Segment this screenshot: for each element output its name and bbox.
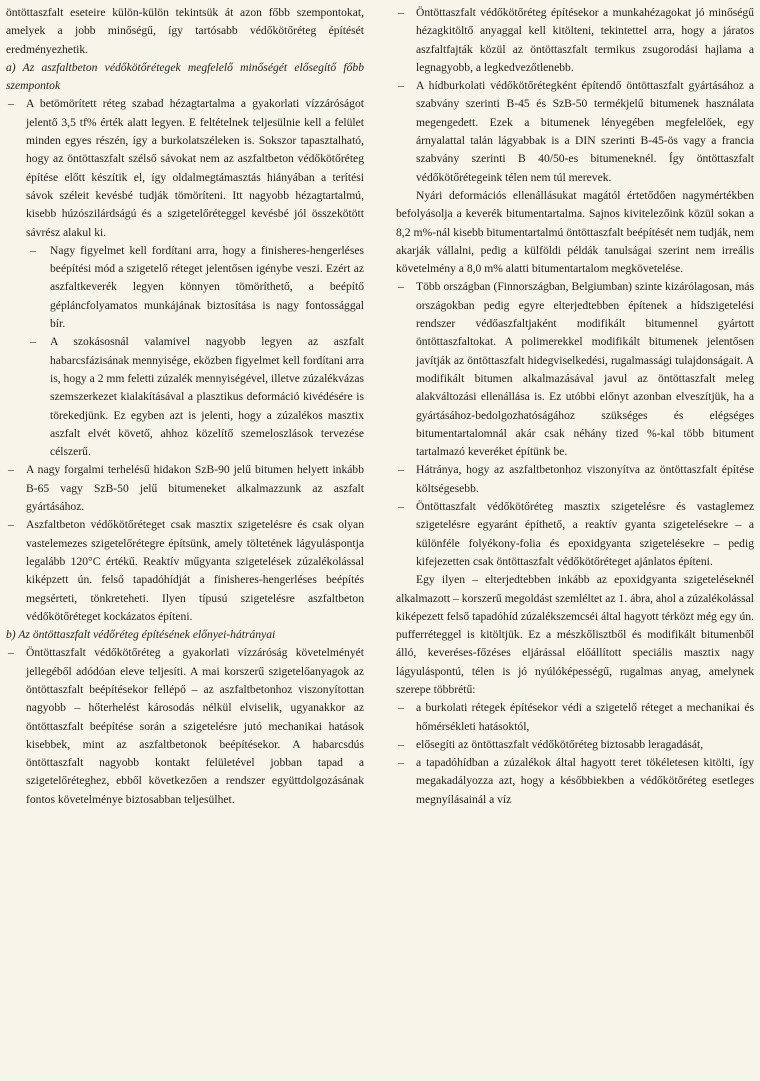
list-item-text: Aszfaltbeton védőkötőréteget csak masztix szigetelésre és csak olyan vastelemezes szigetelőrétegre építsünk, amely töltetének lágyuláspontja legalább 120°C értékű. Reaktív műgyanta szigetelések zúzalékolással kiképzett ún. felső tapadóhídját a finisheres-hengerléses beépítés megsérteti, tönkreteheti. Ilyen típusú szigetelésre aszfaltbeton védőkötőréteget kockázatos építeni. [26, 518, 364, 623]
list-item-text: A nagy forgalmi terhelésű hidakon SzB-90 jelű bitumen helyett inkább B-65 vagy SzB-50 jelű bitumeneket alkalmazzunk az aszfalt gyártásához. [26, 463, 364, 514]
section-heading-b: b) Az öntöttaszfalt védőréteg építésének előnyei-hátrányai [6, 628, 276, 642]
list-item [396, 699, 754, 736]
dash-marker: – [398, 756, 404, 770]
dash-marker: – [30, 335, 36, 349]
dash-marker: – [8, 646, 14, 660]
dash-marker: – [398, 701, 404, 715]
list-item [6, 516, 364, 626]
list-item [396, 278, 754, 461]
list-item [396, 736, 754, 754]
body-paragraph: Nyári deformációs ellenállásukat magától értetődően nagymértékben befolyásolja a keverék bitumentartalma. Sajnos kivitelezőink közül sokan a 8,2 m%-nál kisebb bitumentartalmú öntöttaszfalt beépítését nem tudják, nem akarják vállalni, pedig a külföldi példák tanulságai szerint nem irreális követelmény a 8,0 m% alatti bitumentartalom megkövetelése. [396, 188, 754, 276]
list-item-text: Öntöttaszfalt védőkötőréteg masztix szigetelésre és vastaglemez szigetelésre egyaránt építhető, a reaktív gyanta szigetelésekre – a különféle folyékony-folia és epoxidgyanta szigetelésekre – pedig kifejezetten csak öntöttaszfalt védőkötőréteget ajánlatos építeni. [416, 500, 754, 568]
list-item-text: elősegíti az öntöttaszfalt védőkötőréteg biztosabb leragadását, [416, 737, 704, 751]
dash-marker: – [8, 463, 14, 477]
list-item-text: Hátránya, hogy az aszfaltbetonhoz viszonyítva az öntöttaszfalt építése költségesebb. [416, 463, 754, 495]
sub-list-item-text: A szokásosnál valamivel nagyobb legyen az aszfalt habarcsfázisának mennyisége, eközben figyelmet kell fordítani arra is, hogy a 2 mm feletti zúzalék mennyiségével, illetve zúzalékvázas szemszerkezet kialakításával a plasztikus deformáció kivédésére is törekedjünk. Ez egyben azt is jelenti, hogy a zúzalékos masztix aszfalt elvét követő, ahhoz közelítő szemeloszlások tervezése célszerű. [50, 335, 364, 459]
list-item-text: A betömörített réteg szabad hézagtartalma a gyakorlati vízzáróságot jelentő 3,5 tf% érték alatt legyen. E feltételnek teljesülnie kell a felület minden egyes részén, így a burkolatszéleken is. Sokszor tapasztalható, hogy az öntöttaszfalt szélső sávokat nem az aszfaltbeton védőkötőréteg építése előtt készítik el, így oldalmegtámasztás hiányában a terítési sávok széleit kevésbé tudják tömöríteni. Itt nagyobb hézagtartalmú, kisebb húzószilárdságú és a szigetelőréteggel kevésbé jól összekötött sávrész alakul ki. [26, 97, 364, 239]
dash-marker: – [398, 737, 404, 751]
list-item-text: a burkolati rétegek építésekor védi a szigetelő réteget a mechanikai és hőmérsékleti hatásoktól, [416, 701, 754, 733]
dash-marker: – [30, 243, 36, 257]
dash-marker: – [8, 97, 14, 111]
dash-marker: – [398, 79, 404, 93]
dash-marker: – [398, 500, 404, 514]
dash-marker: – [398, 280, 404, 294]
list-item-text: Több országban (Finnországban, Belgiumban) szinte kizárólagosan, más országokban pedig egyre elterjedtebben építenek a hídszigetelési rendszer védőaszfaltjaként modifikált bitumennel gyártott öntöttaszfaltokat. A polimerekkel modifikált bitumenek jelentősen javítják az öntöttaszfalt hidegviselkedési, rugalmassági tulajdonságait. A modifikált bitumen alkalmazásával javul az öntöttaszfalt meleg alakváltozási ellenállása is. Ez utóbbi előnyt azonban elveszítjük, ha a gyártásához-bedolgozhatóságához szükséges és elégséges bitumentartalomnál akár csak néhány tized %-kal több bitument tartalmazó keveréket építünk be. [416, 280, 754, 459]
section-heading-a: a) Az aszfaltbeton védőkötőrétegek megfelelő minőségét elősegítő főbb szempontok [6, 60, 364, 93]
dash-marker: – [398, 463, 404, 477]
sub-list-item [6, 242, 364, 333]
list-item [6, 461, 364, 516]
sub-list-item-text: Nagy figyelmet kell fordítani arra, hogy a finisheres-hengerléses beépítési mód a szigetelő réteget jelentősen igénybe veszi. Ezért az aszfaltkeverék legyen könnyen tömöríthető, a beépítő gépláncfolyamatos munkájának biztosítása is nagy fontossággal bír. [50, 243, 364, 331]
list-item [6, 644, 364, 809]
dash-marker: – [8, 518, 14, 532]
list-item-text: A hídburkolati védőkötőrétegként építendő öntöttaszfalt gyártásához a szabvány szerinti B-45 és SzB-50 termékjelű bitumenek használata megengedett. Ezek a bitumenek lényegében megfelelőek, egy árnyalattal talán lágyabbak is a DIN szerinti B-45-ös vagy a francia szabvány szerinti B 40/50-es bitumeneknél. Így öntöttaszfalt védőkötőrétegeink télen nem túl merevek. [416, 79, 754, 184]
right-column [396, 4, 754, 809]
list-item [396, 77, 754, 187]
list-item [396, 498, 754, 571]
dash-marker: – [398, 6, 404, 19]
left-column [6, 4, 364, 809]
list-item-text: Öntöttaszfalt védőkötőréteg építésekor a munkahézagokat jó minőségű hézagkitöltő anyaggal kell kitölteni, tekintettel arra, hogy a járatos aszfaltfajták közül az öntöttaszfalt termikus zsugorodási hajlama a legnagyobb, a legkedvezőtlenebb. [416, 6, 754, 74]
list-item [396, 461, 754, 498]
body-paragraph: Egy ilyen – elterjedtebben inkább az epoxidgyanta szigeteléseknél alkalmazott – korszerű megoldást szemléltet az 1. ábra, ahol a zúzalékolással kiképezett felső tapadóhíd zúzalékszemcséi által hagyott térközt még egy ún. pufferréteggel is kitöltjük. Ez a mészkőlisztből és modifikált bitumenből álló, keveréses-főzéses eljárással előállított speciális masztix nagy lágyuláspontú, télen is jó nyúlóképességű, rugalmas anyag, amelynek szerepe többrétű: [396, 573, 754, 696]
sub-list-item [6, 333, 364, 461]
list-item [396, 4, 754, 77]
list-item [396, 754, 754, 809]
list-item-text: Öntöttaszfalt védőkötőréteg a gyakorlati vízzáróság követelményét jellegéből adódóan eleve teljesíti. A mai korszerű szigetelőanyagok az öntöttaszfalt beépítésekor fellépő – az aszfaltbetonhoz viszonyítottan nagyobb – hőterhelést károsodás nélkül elviselik, ugyanakkor az öntöttaszfalt beépítése során a szigetelésre jutó mechanikai hatások kisebbek, mint az aszfaltbetonok beépítésekor. A habarcsdús öntöttaszfalt nagyobb kontakt felületével jobban tapad a szigetelőréteghez, ebből következően a rendszer együttdolgozásának fontos követelménye biztosabban teljesülhet. [26, 646, 364, 806]
intro-paragraph: öntöttaszfalt eseteire külön-külön tekintsük át azon főbb szempontokat, amelyek a jobb minőségű, így tartósabb védőkötőréteg építését eredményezhetik. [6, 6, 364, 56]
list-item-text: a tapadóhídban a zúzalékok által hagyott teret tökéletesen kitölti, így megakadályozza azt, hogy a későbbiekben a védőkötőréteg esetleges megnyílásainál a víz [416, 756, 754, 806]
list-item [6, 95, 364, 241]
